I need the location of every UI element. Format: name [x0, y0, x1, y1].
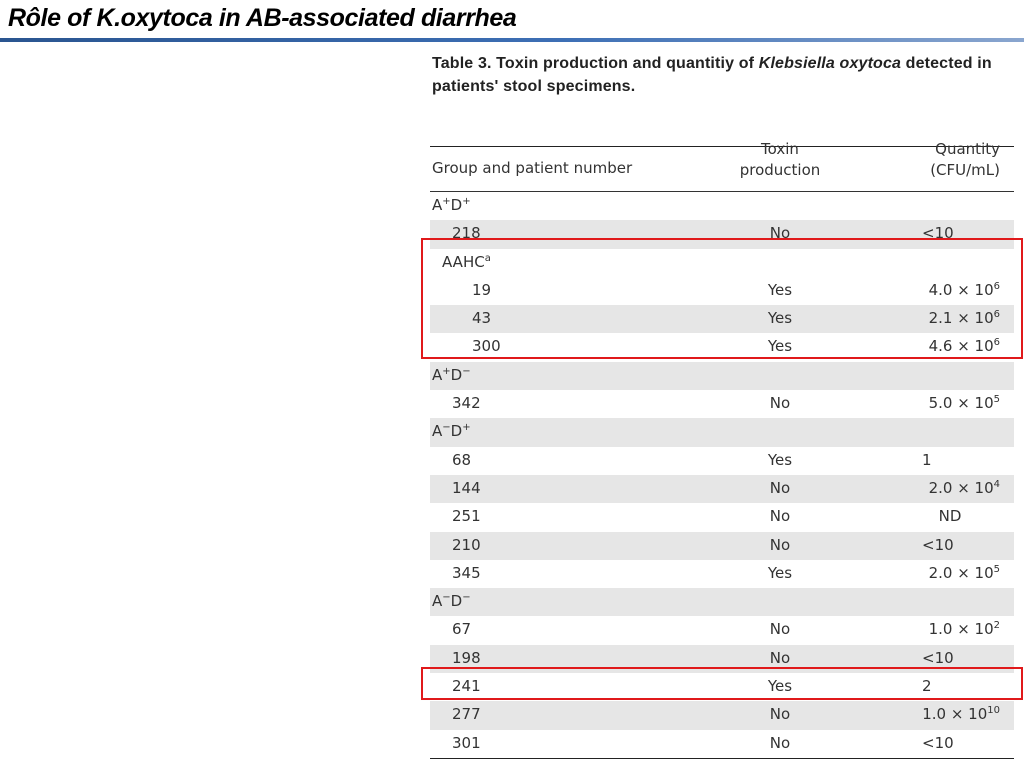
patient-number — [452, 677, 481, 695]
slide-title: Rôle of K.oxytoca in AB-associated diarrhea — [8, 4, 517, 32]
quantity-exponent: 10 — [987, 705, 1000, 717]
header-quantity-line2: (CFU/mL) — [930, 161, 1000, 179]
quantity-exponent: 6 — [993, 280, 1000, 292]
label-superscript: + — [462, 196, 471, 207]
patient-number — [472, 337, 501, 355]
caption-organism: Klebsiella oxytoca — [758, 55, 902, 72]
table-row — [430, 560, 1014, 588]
quantity-value: 1 — [922, 450, 932, 469]
table-row — [430, 673, 1014, 701]
header-group: Group and patient number — [432, 159, 633, 177]
data-table — [430, 140, 1014, 759]
quantity-value: 4.6 × 10 — [928, 337, 994, 356]
toxin-production-cell: No — [769, 535, 791, 554]
table-row — [430, 418, 1014, 446]
toxin-production-cell: No — [769, 394, 791, 413]
patient-number — [452, 620, 471, 638]
patient-number — [452, 507, 481, 525]
table-row — [430, 532, 1014, 560]
group-label — [442, 253, 491, 271]
quantity-value: 1.0 × 10 — [928, 620, 994, 639]
caption-text: Table 3. Toxin production and quantitiy of — [432, 55, 759, 72]
patient-number — [472, 309, 491, 327]
toxin-production-cell: No — [769, 733, 791, 752]
patient-number — [472, 281, 491, 299]
table-row — [430, 645, 1014, 673]
label-text: 300 — [472, 337, 501, 356]
table-row — [430, 249, 1014, 277]
quantity-cell — [929, 394, 1000, 412]
label-text: A — [432, 592, 443, 611]
label-text: 144 — [452, 478, 481, 497]
label-text: 198 — [452, 648, 481, 667]
quantity-value: ND — [938, 507, 962, 526]
toxin-production-cell: Yes — [767, 309, 793, 328]
group-label — [432, 196, 471, 214]
quantity-cell — [929, 309, 1000, 327]
label-text: A — [432, 422, 443, 441]
label-text: 210 — [452, 535, 481, 554]
toxin-production-cell: No — [769, 507, 791, 526]
patient-number — [452, 734, 481, 752]
table-row — [430, 362, 1014, 390]
quantity-cell — [900, 507, 1000, 525]
table-row — [430, 503, 1014, 531]
group-label — [432, 366, 471, 384]
table-header — [430, 140, 1014, 191]
toxin-production-cell: Yes — [767, 450, 793, 469]
quantity-value: <10 — [922, 648, 954, 667]
label-text: 345 — [452, 563, 481, 582]
group-label — [432, 422, 471, 440]
table-row — [430, 192, 1014, 220]
label-text: A — [432, 196, 443, 214]
group-label — [432, 592, 471, 610]
quantity-cell — [922, 649, 954, 667]
label-superscript: + — [462, 422, 471, 434]
patient-number — [452, 394, 481, 412]
patient-number — [452, 705, 481, 723]
toxin-production-cell: Yes — [767, 563, 793, 582]
label-text: 342 — [452, 394, 481, 413]
table-row — [430, 277, 1014, 305]
title-underline — [0, 38, 1024, 42]
label-text: D — [450, 365, 463, 384]
label-text: 301 — [452, 733, 481, 752]
quantity-value: 2.1 × 10 — [928, 309, 994, 328]
quantity-exponent: 5 — [993, 563, 1000, 575]
table-row — [430, 475, 1014, 503]
label-superscript: − — [442, 592, 451, 604]
label-text: 19 — [472, 280, 492, 299]
quantity-cell — [922, 734, 954, 752]
label-text: 67 — [452, 620, 472, 639]
quantity-cell — [922, 536, 954, 554]
label-text: 241 — [452, 677, 481, 696]
quantity-value: 2 — [922, 677, 932, 696]
table-row — [430, 220, 1014, 248]
label-superscript: + — [442, 196, 451, 207]
table-row — [430, 701, 1014, 729]
table-row — [430, 447, 1014, 475]
header-quantity-line1: Quantity — [935, 140, 1000, 158]
label-superscript: − — [462, 365, 471, 377]
patient-number — [452, 224, 481, 242]
label-text: AAHC — [442, 252, 485, 271]
quantity-exponent: 4 — [993, 478, 1000, 490]
table-bottom-rule — [430, 758, 1014, 759]
quantity-value: 2.0 × 10 — [928, 478, 994, 497]
label-superscript: − — [442, 422, 451, 434]
header-quantity — [870, 139, 1000, 181]
quantity-value: 1.0 × 10 — [922, 705, 988, 724]
label-text: D — [450, 592, 463, 611]
label-footnote-mark: a — [484, 252, 491, 264]
table-row — [430, 333, 1014, 361]
label-text: 251 — [452, 507, 481, 526]
table-row — [430, 588, 1014, 616]
header-toxin-line1: Toxin — [761, 140, 799, 158]
label-text: D — [450, 422, 463, 441]
patient-number — [452, 479, 481, 497]
quantity-cell — [922, 224, 954, 242]
toxin-production-cell: No — [769, 224, 791, 243]
quantity-cell — [929, 564, 1000, 582]
quantity-cell — [922, 677, 932, 695]
label-superscript: + — [442, 365, 451, 377]
quantity-exponent: 5 — [993, 394, 1000, 406]
toxin-production-cell: No — [769, 620, 791, 639]
header-toxin-line2: production — [739, 161, 821, 179]
toxin-production-cell: No — [769, 705, 791, 724]
quantity-value: <10 — [922, 733, 954, 752]
table-body — [430, 192, 1014, 758]
quantity-exponent: 6 — [993, 309, 1000, 321]
quantity-value: 2.0 × 10 — [928, 563, 994, 582]
table-row — [430, 730, 1014, 758]
toxin-production-cell: Yes — [767, 677, 793, 696]
label-text: D — [450, 196, 463, 214]
toxin-production-cell: No — [769, 648, 791, 667]
quantity-cell — [929, 479, 1000, 497]
quantity-value: <10 — [922, 224, 954, 243]
label-superscript: − — [462, 592, 471, 604]
patient-number — [452, 649, 481, 667]
header-toxin — [700, 139, 860, 181]
quantity-cell — [922, 705, 1000, 723]
table-row — [430, 616, 1014, 644]
toxin-production-cell: Yes — [767, 337, 793, 356]
quantity-exponent: 2 — [993, 620, 1000, 632]
quantity-value: 5.0 × 10 — [928, 394, 994, 413]
toxin-production-cell: Yes — [767, 280, 793, 299]
caption-text-end: detected in patients' stool specimens. — [432, 55, 992, 95]
quantity-value: <10 — [922, 535, 954, 554]
table-row — [430, 390, 1014, 418]
quantity-cell — [922, 451, 932, 469]
table-caption — [432, 52, 1016, 98]
label-text: 277 — [452, 705, 481, 724]
patient-number — [452, 451, 471, 469]
label-text: A — [432, 365, 443, 384]
patient-number — [452, 564, 481, 582]
quantity-cell — [929, 620, 1000, 638]
label-text: 68 — [452, 450, 472, 469]
label-text: 218 — [452, 224, 481, 243]
quantity-cell — [929, 337, 1000, 355]
toxin-production-cell: No — [769, 478, 791, 497]
quantity-cell — [929, 281, 1000, 299]
label-text: 43 — [472, 309, 492, 328]
quantity-exponent: 6 — [993, 337, 1000, 349]
patient-number — [452, 536, 481, 554]
table-row — [430, 305, 1014, 333]
quantity-value: 4.0 × 10 — [928, 280, 994, 299]
